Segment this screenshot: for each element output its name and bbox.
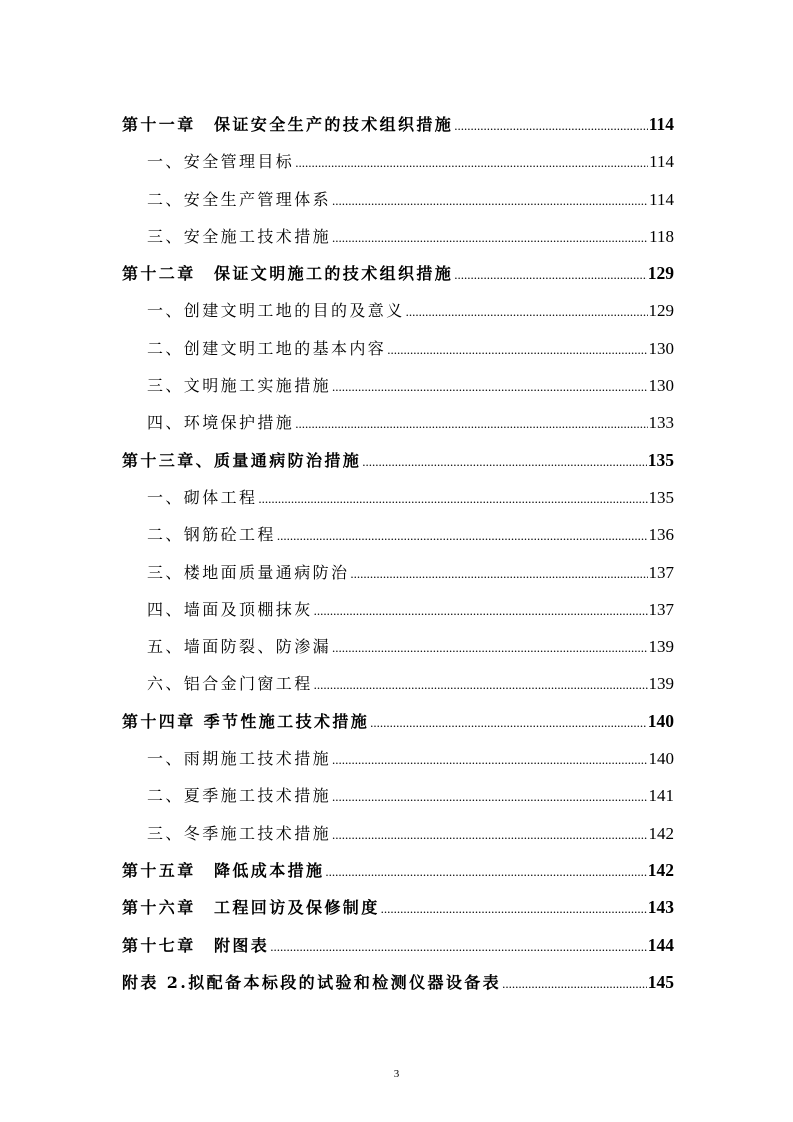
toc-entry-page-number: 135 [648,487,674,507]
toc-entry-title: 二、夏季施工技术措施 [147,786,332,806]
toc-dot-leader [332,629,647,666]
page-number: 3 [393,1068,400,1080]
toc-dot-leader [502,965,647,1002]
toc-dot-leader [258,480,647,517]
toc-entry-page-number: 142 [648,823,674,843]
toc-entry-page-number: 136 [648,525,674,545]
toc-entry-title: 二、钢筋砼工程 [147,525,276,545]
toc-dot-leader [454,107,648,144]
toc-section-entry[interactable] [122,330,674,367]
toc-section-entry[interactable] [122,367,674,404]
toc-dot-leader [270,928,647,965]
toc-entry-page-number: 130 [648,338,674,358]
toc-dot-leader [332,778,647,815]
toc-entry-title: 四、环境保护措施 [147,413,295,433]
toc-chapter-entry[interactable] [122,442,674,479]
toc-entry-page-number: 139 [648,637,674,657]
toc-dot-leader [454,256,647,293]
toc-entry-title: 第十七章 附图表 [122,935,270,955]
toc-dot-leader [325,853,646,890]
toc-entry-title: 第十六章 工程回访及保修制度 [122,898,380,918]
toc-chapter-entry[interactable] [122,889,674,926]
toc-section-entry[interactable] [122,181,674,218]
toc-entry-title: 第十三章、质量通病防治措施 [122,450,362,470]
toc-dot-leader [362,443,647,480]
toc-entry-page-number: 140 [648,749,674,769]
toc-entry-title: 二、安全生产管理体系 [147,189,332,209]
toc-dot-leader [406,293,648,330]
toc-entry-title: 三、安全施工技术措施 [147,226,332,246]
toc-entry-page-number: 142 [647,859,674,880]
toc-section-entry[interactable] [122,554,674,591]
toc-entry-page-number: 129 [647,263,674,284]
toc-chapter-entry[interactable] [122,255,674,292]
toc-entry-title: 一、砌体工程 [147,487,258,507]
toc-section-entry[interactable] [122,815,674,852]
toc-dot-leader [314,666,648,703]
toc-dot-leader [314,592,648,629]
toc-chapter-entry[interactable] [122,927,674,964]
toc-entry-title: 五、墙面防裂、防渗漏 [147,637,332,657]
toc-section-entry[interactable] [122,665,674,702]
toc-entry-title: 三、冬季施工技术措施 [147,823,332,843]
toc-entry-page-number: 118 [649,226,674,246]
toc-section-entry[interactable] [122,218,674,255]
toc-dot-leader [332,741,647,778]
toc-entry-title: 第十二章 保证文明施工的技术组织措施 [122,264,454,284]
toc-section-entry[interactable] [122,143,674,180]
toc-section-entry[interactable] [122,516,674,553]
toc-section-entry[interactable] [122,628,674,665]
toc-dot-leader [387,331,647,368]
toc-entry-title: 一、创建文明工地的目的及意义 [147,301,405,321]
toc-entry-page-number: 141 [648,786,674,806]
toc-section-entry[interactable] [122,479,674,516]
toc-entry-page-number: 137 [648,599,674,619]
toc-entry-title: 二、创建文明工地的基本内容 [147,338,387,358]
toc-section-entry[interactable] [122,404,674,441]
toc-entry-page-number: 135 [647,449,674,470]
toc-chapter-entry[interactable] [122,703,674,740]
toc-section-entry[interactable] [122,740,674,777]
toc-section-entry[interactable] [122,591,674,628]
toc-dot-leader [295,144,648,181]
toc-entry-title: 第十五章 降低成本措施 [122,860,325,880]
toc-dot-leader [295,405,647,442]
toc-dot-leader [381,890,647,927]
toc-entry-title: 三、楼地面质量通病防治 [147,562,350,582]
toc-dot-leader [370,704,647,741]
toc-entry-title: 一、雨期施工技术措施 [147,749,332,769]
toc-dot-leader [332,816,647,853]
toc-chapter-entry[interactable] [122,106,674,143]
toc-entry-page-number: 140 [647,710,674,731]
toc-entry-title: 附表 2.拟配备本标段的试验和检测仪器设备表 [122,972,502,992]
toc-entry-page-number: 130 [648,376,674,396]
toc-entry-page-number: 144 [647,934,674,955]
toc-entry-page-number: 139 [648,674,674,694]
toc-entry-title: 第十一章 保证安全生产的技术组织措施 [122,115,454,134]
toc-entry-page-number: 133 [648,413,674,433]
toc-entry-page-number: 129 [648,301,674,321]
toc-chapter-entry[interactable] [122,852,674,889]
toc-entry-page-number: 114 [649,152,674,172]
toc-entry-title: 第十四章 季节性施工技术措施 [122,711,370,731]
toc-section-entry[interactable] [122,292,674,329]
toc-chapter-entry[interactable] [122,964,674,1001]
toc-entry-page-number: 145 [647,971,674,992]
toc-entry-title: 四、墙面及顶棚抹灰 [147,599,313,619]
toc-dot-leader [332,219,648,256]
toc-dot-leader [350,555,647,592]
toc-entry-page-number: 114 [648,114,674,134]
toc-dot-leader [277,517,648,554]
toc-entry-title: 六、铝合金门窗工程 [147,674,313,694]
toc-entry-title: 三、文明施工实施措施 [147,376,332,396]
table-of-contents [122,106,674,1001]
toc-section-entry[interactable] [122,777,674,814]
toc-dot-leader [332,368,647,405]
toc-dot-leader [332,182,648,219]
toc-entry-page-number: 114 [649,189,674,209]
toc-entry-page-number: 143 [647,897,674,918]
toc-entry-page-number: 137 [648,562,674,582]
toc-entry-title: 一、安全管理目标 [147,152,295,172]
